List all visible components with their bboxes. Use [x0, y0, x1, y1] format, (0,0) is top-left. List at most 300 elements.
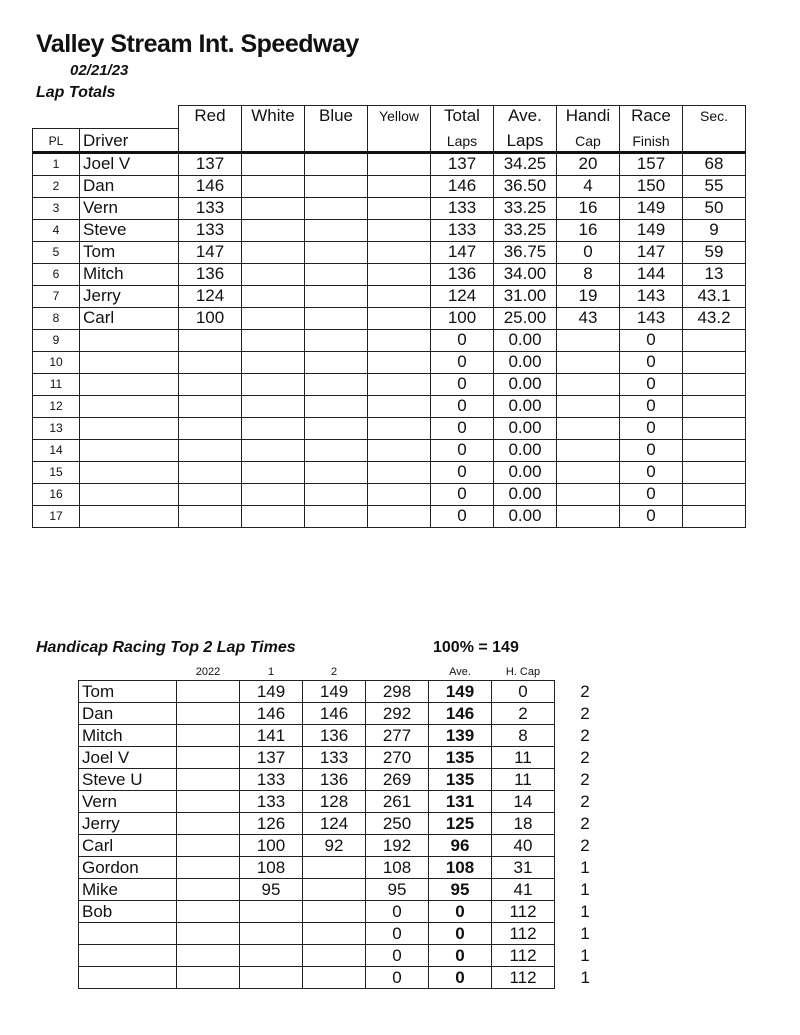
cell-value	[683, 483, 746, 505]
cell-value	[242, 395, 305, 417]
cell-value	[242, 483, 305, 505]
cell-value	[368, 439, 431, 461]
cell-value	[242, 373, 305, 395]
col-total-sub: Laps	[431, 128, 494, 152]
cell-value: 133	[179, 219, 242, 241]
cell-value	[179, 373, 242, 395]
col-red: Red	[179, 106, 242, 129]
cell-race-count: 1	[580, 923, 590, 943]
cell-value: 33.25	[494, 197, 557, 219]
cell-value: 36.50	[494, 175, 557, 197]
cell-value	[242, 307, 305, 329]
table-row	[33, 505, 746, 527]
cell-value	[368, 351, 431, 373]
table-row	[79, 681, 616, 703]
cell-value	[368, 417, 431, 439]
cell-value: 41	[492, 879, 555, 901]
cell-value: 146	[240, 703, 303, 725]
cell-value: 133	[179, 197, 242, 219]
cell-value: 147	[179, 241, 242, 263]
cell-value	[303, 879, 366, 901]
cell-value	[177, 945, 240, 967]
cell-driver	[80, 373, 179, 395]
cell-value: 14	[492, 791, 555, 813]
cell-pl: 9	[33, 329, 80, 351]
cell-value: 0	[366, 967, 429, 989]
col-sec: Sec.	[683, 106, 746, 129]
cell-value: 124	[179, 285, 242, 307]
col-hcap: H. Cap	[505, 666, 541, 678]
cell-value: 133	[431, 219, 494, 241]
cell-driver: Mitch	[80, 263, 179, 285]
table-row	[79, 879, 616, 901]
cell-name: Carl	[79, 835, 177, 857]
cell-value	[179, 351, 242, 373]
cell-driver: Dan	[80, 175, 179, 197]
cell-driver	[80, 483, 179, 505]
cell-value: 149	[620, 197, 683, 219]
cell-value: 141	[240, 725, 303, 747]
cell-value: 95	[429, 879, 492, 901]
cell-value: 112	[492, 967, 555, 989]
table-row	[79, 703, 616, 725]
cell-value: 18	[492, 813, 555, 835]
cell-name	[79, 945, 177, 967]
cell-race-count: 2	[580, 791, 590, 811]
cell-value: 19	[557, 285, 620, 307]
cell-value: 4	[557, 175, 620, 197]
cell-name: Jerry	[79, 813, 177, 835]
cell-value	[305, 505, 368, 527]
cell-value: 269	[366, 769, 429, 791]
cell-value	[242, 219, 305, 241]
cell-value	[557, 373, 620, 395]
cell-value	[177, 857, 240, 879]
col-handi: Handi	[557, 106, 620, 129]
cell-race-count: 2	[580, 747, 590, 767]
cell-value: 8	[557, 263, 620, 285]
cell-value	[177, 901, 240, 923]
table-row	[79, 945, 616, 967]
cell-value: 139	[429, 725, 492, 747]
cell-value: 2	[492, 703, 555, 725]
table-row	[33, 395, 746, 417]
cell-driver: Carl	[80, 307, 179, 329]
cell-value: 112	[492, 923, 555, 945]
cell-value: 40	[492, 835, 555, 857]
cell-value: 146	[179, 175, 242, 197]
cell-value: 36.75	[494, 241, 557, 263]
cell-value	[305, 417, 368, 439]
cell-value	[177, 791, 240, 813]
cell-value	[557, 505, 620, 527]
table-row	[79, 747, 616, 769]
cell-value: 0	[620, 395, 683, 417]
cell-value: 33.25	[494, 219, 557, 241]
cell-value: 0	[431, 461, 494, 483]
cell-value	[305, 373, 368, 395]
table-row	[79, 769, 616, 791]
cell-value: 192	[366, 835, 429, 857]
cell-value	[683, 373, 746, 395]
table-row	[33, 373, 746, 395]
cell-race-count: 2	[580, 813, 590, 833]
cell-value: 131	[429, 791, 492, 813]
cell-value	[368, 505, 431, 527]
cell-value	[368, 483, 431, 505]
cell-name: Tom	[79, 681, 177, 703]
cell-value	[683, 417, 746, 439]
cell-value: 0.00	[494, 329, 557, 351]
col-handi-sub: Cap	[557, 128, 620, 152]
cell-value	[305, 241, 368, 263]
cell-value	[179, 329, 242, 351]
cell-value: 136	[431, 263, 494, 285]
cell-value	[557, 351, 620, 373]
cell-value	[368, 241, 431, 263]
col-total: Total	[431, 106, 494, 129]
cell-value: 50	[683, 197, 746, 219]
cell-value	[179, 439, 242, 461]
cell-value	[683, 461, 746, 483]
cell-value: 108	[240, 857, 303, 879]
cell-value	[557, 439, 620, 461]
col-blue: Blue	[305, 106, 368, 129]
cell-pl: 11	[33, 373, 80, 395]
cell-value: 0.00	[494, 505, 557, 527]
cell-value	[557, 461, 620, 483]
cell-race-count: 2	[580, 725, 590, 745]
cell-value: 13	[683, 263, 746, 285]
cell-driver: Jerry	[80, 285, 179, 307]
cell-value: 0	[620, 351, 683, 373]
col-white: White	[242, 106, 305, 129]
cell-race-count: 2	[580, 835, 590, 855]
cell-pl: 8	[33, 307, 80, 329]
cell-race-count: 1	[580, 901, 590, 921]
col-ave: Ave.	[449, 666, 471, 678]
cell-pl: 15	[33, 461, 80, 483]
cell-value	[242, 461, 305, 483]
cell-value	[305, 307, 368, 329]
cell-value	[240, 923, 303, 945]
cell-value: 124	[303, 813, 366, 835]
cell-value	[305, 152, 368, 175]
cell-driver	[80, 395, 179, 417]
table-row	[79, 901, 616, 923]
cell-value: 112	[492, 945, 555, 967]
cell-value: 43	[557, 307, 620, 329]
cell-value	[368, 329, 431, 351]
cell-value	[177, 769, 240, 791]
cell-value: 100	[179, 307, 242, 329]
cell-value: 136	[179, 263, 242, 285]
section-title-handicap: Handicap Racing Top 2 Lap Times	[36, 639, 296, 656]
cell-value: 149	[429, 681, 492, 703]
header-row-bottom	[33, 128, 746, 152]
cell-value: 0	[429, 901, 492, 923]
table-row	[79, 967, 616, 989]
col-race-sub: Finish	[620, 128, 683, 152]
cell-value: 136	[303, 725, 366, 747]
cell-value: 149	[240, 681, 303, 703]
cell-name	[79, 967, 177, 989]
cell-value: 100	[431, 307, 494, 329]
cell-driver	[80, 417, 179, 439]
cell-value: 11	[492, 769, 555, 791]
cell-value	[305, 439, 368, 461]
table-row	[33, 351, 746, 373]
cell-value: 0	[366, 923, 429, 945]
table-row	[33, 152, 746, 175]
cell-value	[683, 439, 746, 461]
cell-driver: Steve	[80, 219, 179, 241]
cell-value	[240, 945, 303, 967]
cell-value: 100	[240, 835, 303, 857]
cell-value: 0	[492, 681, 555, 703]
cell-value: 0	[431, 373, 494, 395]
cell-value	[683, 505, 746, 527]
cell-pl: 1	[33, 152, 80, 175]
cell-value: 95	[240, 879, 303, 901]
cell-value: 0	[429, 923, 492, 945]
table-row	[33, 263, 746, 285]
cell-value	[368, 307, 431, 329]
cell-value: 16	[557, 197, 620, 219]
cell-value: 0	[366, 945, 429, 967]
cell-driver	[80, 329, 179, 351]
cell-value: 0	[431, 505, 494, 527]
cell-value: 96	[429, 835, 492, 857]
cell-driver	[80, 351, 179, 373]
cell-pl: 13	[33, 417, 80, 439]
table-row	[33, 439, 746, 461]
cell-value: 0	[557, 241, 620, 263]
cell-value: 0.00	[494, 373, 557, 395]
cell-value	[177, 923, 240, 945]
table-row	[79, 835, 616, 857]
cell-value: 135	[429, 747, 492, 769]
cell-value	[305, 483, 368, 505]
cell-value: 125	[429, 813, 492, 835]
cell-value: 0.00	[494, 395, 557, 417]
cell-race-count: 1	[580, 857, 590, 877]
cell-value: 137	[179, 152, 242, 175]
cell-pl: 10	[33, 351, 80, 373]
header-row-top	[33, 106, 746, 129]
cell-pl: 2	[33, 175, 80, 197]
cell-value: 0	[431, 351, 494, 373]
table-row	[33, 241, 746, 263]
table-row	[79, 813, 616, 835]
cell-name: Mitch	[79, 725, 177, 747]
cell-value: 0	[431, 395, 494, 417]
cell-value	[177, 681, 240, 703]
cell-value	[305, 461, 368, 483]
table-row	[33, 307, 746, 329]
table-row	[33, 329, 746, 351]
cell-value	[557, 395, 620, 417]
cell-value: 0.00	[494, 351, 557, 373]
cell-value: 146	[429, 703, 492, 725]
table-row	[33, 219, 746, 241]
cell-value	[368, 175, 431, 197]
cell-value	[368, 373, 431, 395]
cell-value: 149	[303, 681, 366, 703]
cell-driver: Joel V	[80, 152, 179, 175]
cell-value: 143	[620, 285, 683, 307]
cell-value: 31.00	[494, 285, 557, 307]
cell-value: 137	[431, 152, 494, 175]
cell-value	[179, 505, 242, 527]
cell-name: Bob	[79, 901, 177, 923]
table-row	[33, 197, 746, 219]
cell-value: 0	[620, 373, 683, 395]
cell-value: 128	[303, 791, 366, 813]
cell-value: 298	[366, 681, 429, 703]
cell-value: 124	[431, 285, 494, 307]
cell-value	[177, 879, 240, 901]
handicap-table	[78, 664, 616, 989]
cell-value	[240, 901, 303, 923]
section-title-lap-totals: Lap Totals	[36, 84, 116, 101]
cell-value	[179, 417, 242, 439]
cell-race-count: 1	[580, 945, 590, 965]
cell-value: 0	[431, 483, 494, 505]
table-row	[33, 175, 746, 197]
table-row	[79, 791, 616, 813]
cell-value: 8	[492, 725, 555, 747]
cell-value	[683, 329, 746, 351]
cell-value: 277	[366, 725, 429, 747]
race-date: 02/21/23	[70, 62, 129, 79]
cell-value: 68	[683, 152, 746, 175]
table-row	[33, 483, 746, 505]
cell-value	[242, 505, 305, 527]
cell-value	[368, 461, 431, 483]
cell-value: 292	[366, 703, 429, 725]
cell-value: 157	[620, 152, 683, 175]
cell-value: 0	[366, 901, 429, 923]
cell-value	[305, 263, 368, 285]
cell-value	[242, 417, 305, 439]
cell-race-count: 2	[580, 681, 590, 701]
col-2022: 2022	[195, 666, 221, 678]
cell-value: 0	[620, 329, 683, 351]
cell-value: 0	[620, 439, 683, 461]
cell-value	[305, 329, 368, 351]
cell-name: Gordon	[79, 857, 177, 879]
cell-value	[242, 197, 305, 219]
col-ave-sub: Laps	[494, 128, 557, 152]
page-title: Valley Stream Int. Speedway	[36, 30, 359, 58]
cell-value: 0.00	[494, 461, 557, 483]
cell-value	[242, 351, 305, 373]
cell-value	[368, 219, 431, 241]
cell-name: Mike	[79, 879, 177, 901]
cell-value	[179, 461, 242, 483]
cell-value	[305, 197, 368, 219]
cell-value: 147	[431, 241, 494, 263]
table-row	[33, 417, 746, 439]
table-row	[79, 923, 616, 945]
cell-value: 133	[240, 769, 303, 791]
cell-value: 144	[620, 263, 683, 285]
cell-value: 147	[620, 241, 683, 263]
cell-pl: 12	[33, 395, 80, 417]
cell-value	[368, 285, 431, 307]
cell-value	[368, 197, 431, 219]
cell-value	[305, 351, 368, 373]
col-race: Race	[620, 106, 683, 129]
cell-value: 59	[683, 241, 746, 263]
cell-value: 95	[366, 879, 429, 901]
cell-value: 55	[683, 175, 746, 197]
cell-value	[242, 329, 305, 351]
cell-value: 43.1	[683, 285, 746, 307]
cell-race-count: 2	[580, 769, 590, 789]
cell-value	[179, 483, 242, 505]
handicap-header-row	[79, 664, 616, 681]
cell-value: 250	[366, 813, 429, 835]
cell-value	[303, 945, 366, 967]
cell-value	[303, 901, 366, 923]
cell-value	[305, 395, 368, 417]
cell-pl: 3	[33, 197, 80, 219]
cell-value: 133	[303, 747, 366, 769]
cell-value	[557, 417, 620, 439]
cell-value: 9	[683, 219, 746, 241]
cell-name: Dan	[79, 703, 177, 725]
cell-driver	[80, 505, 179, 527]
table-row	[33, 285, 746, 307]
cell-value: 270	[366, 747, 429, 769]
cell-value	[368, 263, 431, 285]
cell-value: 0	[620, 417, 683, 439]
cell-value: 135	[429, 769, 492, 791]
cell-pl: 5	[33, 241, 80, 263]
cell-value	[305, 285, 368, 307]
col-ave: Ave.	[494, 106, 557, 129]
cell-value: 34.25	[494, 152, 557, 175]
cell-pl: 14	[33, 439, 80, 461]
col-driver: Driver	[80, 128, 179, 152]
cell-value: 143	[620, 307, 683, 329]
cell-value	[242, 285, 305, 307]
col-lap-1: 1	[267, 666, 275, 678]
cell-value: 16	[557, 219, 620, 241]
cell-value: 34.00	[494, 263, 557, 285]
cell-value: 136	[303, 769, 366, 791]
cell-driver: Vern	[80, 197, 179, 219]
cell-value: 0.00	[494, 439, 557, 461]
cell-value	[557, 329, 620, 351]
cell-driver	[80, 439, 179, 461]
cell-value	[242, 439, 305, 461]
cell-value: 146	[431, 175, 494, 197]
cell-driver	[80, 461, 179, 483]
cell-value: 25.00	[494, 307, 557, 329]
cell-value	[683, 351, 746, 373]
cell-value: 0	[431, 329, 494, 351]
cell-value: 112	[492, 901, 555, 923]
cell-value: 150	[620, 175, 683, 197]
cell-value	[303, 857, 366, 879]
cell-value	[683, 395, 746, 417]
cell-value: 133	[431, 197, 494, 219]
cell-value: 0.00	[494, 417, 557, 439]
col-lap-2: 2	[330, 666, 338, 678]
